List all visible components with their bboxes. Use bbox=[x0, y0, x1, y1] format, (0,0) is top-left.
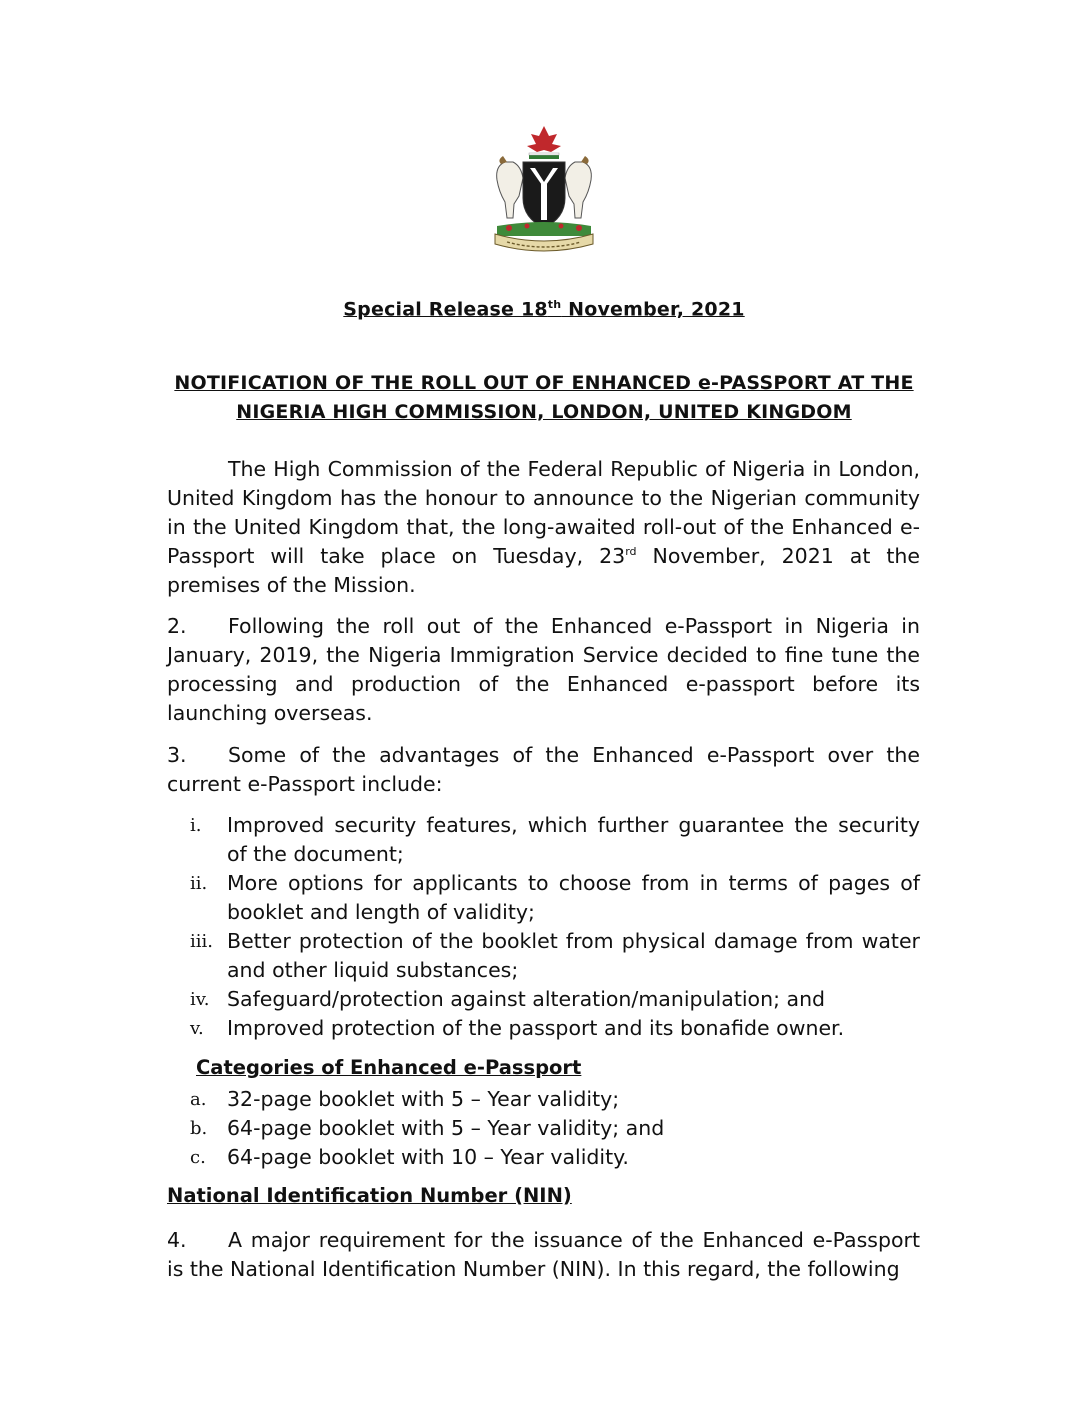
release-date-heading: Special Release 18th November, 2021 bbox=[343, 298, 745, 321]
list-item: c. 64-page booklet with 10 – Year validity. bbox=[190, 1145, 629, 1169]
list-item: b. 64-page booklet with 5 – Year validity; and bbox=[190, 1116, 665, 1140]
advantages-list bbox=[190, 811, 920, 1043]
paragraph-3: 3. Some of the advantages of the Enhanced e-Passport over the current e-Passport include: bbox=[167, 743, 920, 796]
list-item: ii. More options for applicants to choose from in terms of pages of booklet and length of validity; bbox=[190, 871, 920, 924]
list-item: iii. Better protection of the booklet from physical damage from water and other liquid substances; bbox=[190, 929, 920, 982]
paragraph-number: 2. bbox=[167, 614, 187, 638]
paragraph-number: 3. bbox=[167, 743, 187, 767]
headline-line-2: NIGERIA HIGH COMMISSION, LONDON, UNITED KINGDOM bbox=[236, 401, 852, 423]
categories-list bbox=[190, 1085, 920, 1172]
headline-line-1: NOTIFICATION OF THE ROLL OUT OF ENHANCED e-PASSPORT AT THE bbox=[174, 372, 914, 394]
list-item: v. Improved protection of the passport and its bonafide owner. bbox=[190, 1016, 845, 1040]
paragraph-number: 4. bbox=[167, 1228, 187, 1252]
paragraph-2: 2. Following the roll out of the Enhanced e-Passport in Nigeria in January, 2019, the Nigeria Immigration Service decided to fine tune the processing and production of the Enhanced e-passport before its launching overseas. bbox=[167, 614, 920, 725]
paragraph-1: The High Commission of the Federal Republic of Nigeria in London, United Kingdom has the honour to announce to the Nigerian community in the United Kingdom that, the long-awaited roll-out of the Enhanced e-Passport will take place on Tuesday, 23rd November, 2021 at the premises of the Mission. bbox=[167, 457, 921, 597]
coat-of-arms-logo bbox=[487, 122, 601, 256]
nin-heading: National Identification Number (NIN) bbox=[167, 1184, 572, 1207]
list-item: i. Improved security features, which further guarantee the security of the document; bbox=[190, 813, 920, 866]
categories-heading: Categories of Enhanced e-Passport bbox=[196, 1056, 582, 1079]
paragraph-4: 4. A major requirement for the issuance of the Enhanced e-Passport is the National Identification Number (NIN). In this regard, the following bbox=[167, 1228, 920, 1281]
list-item: iv. Safeguard/protection against alteration/manipulation; and bbox=[190, 987, 826, 1011]
list-item: a. 32-page booklet with 5 – Year validity; bbox=[190, 1087, 620, 1111]
